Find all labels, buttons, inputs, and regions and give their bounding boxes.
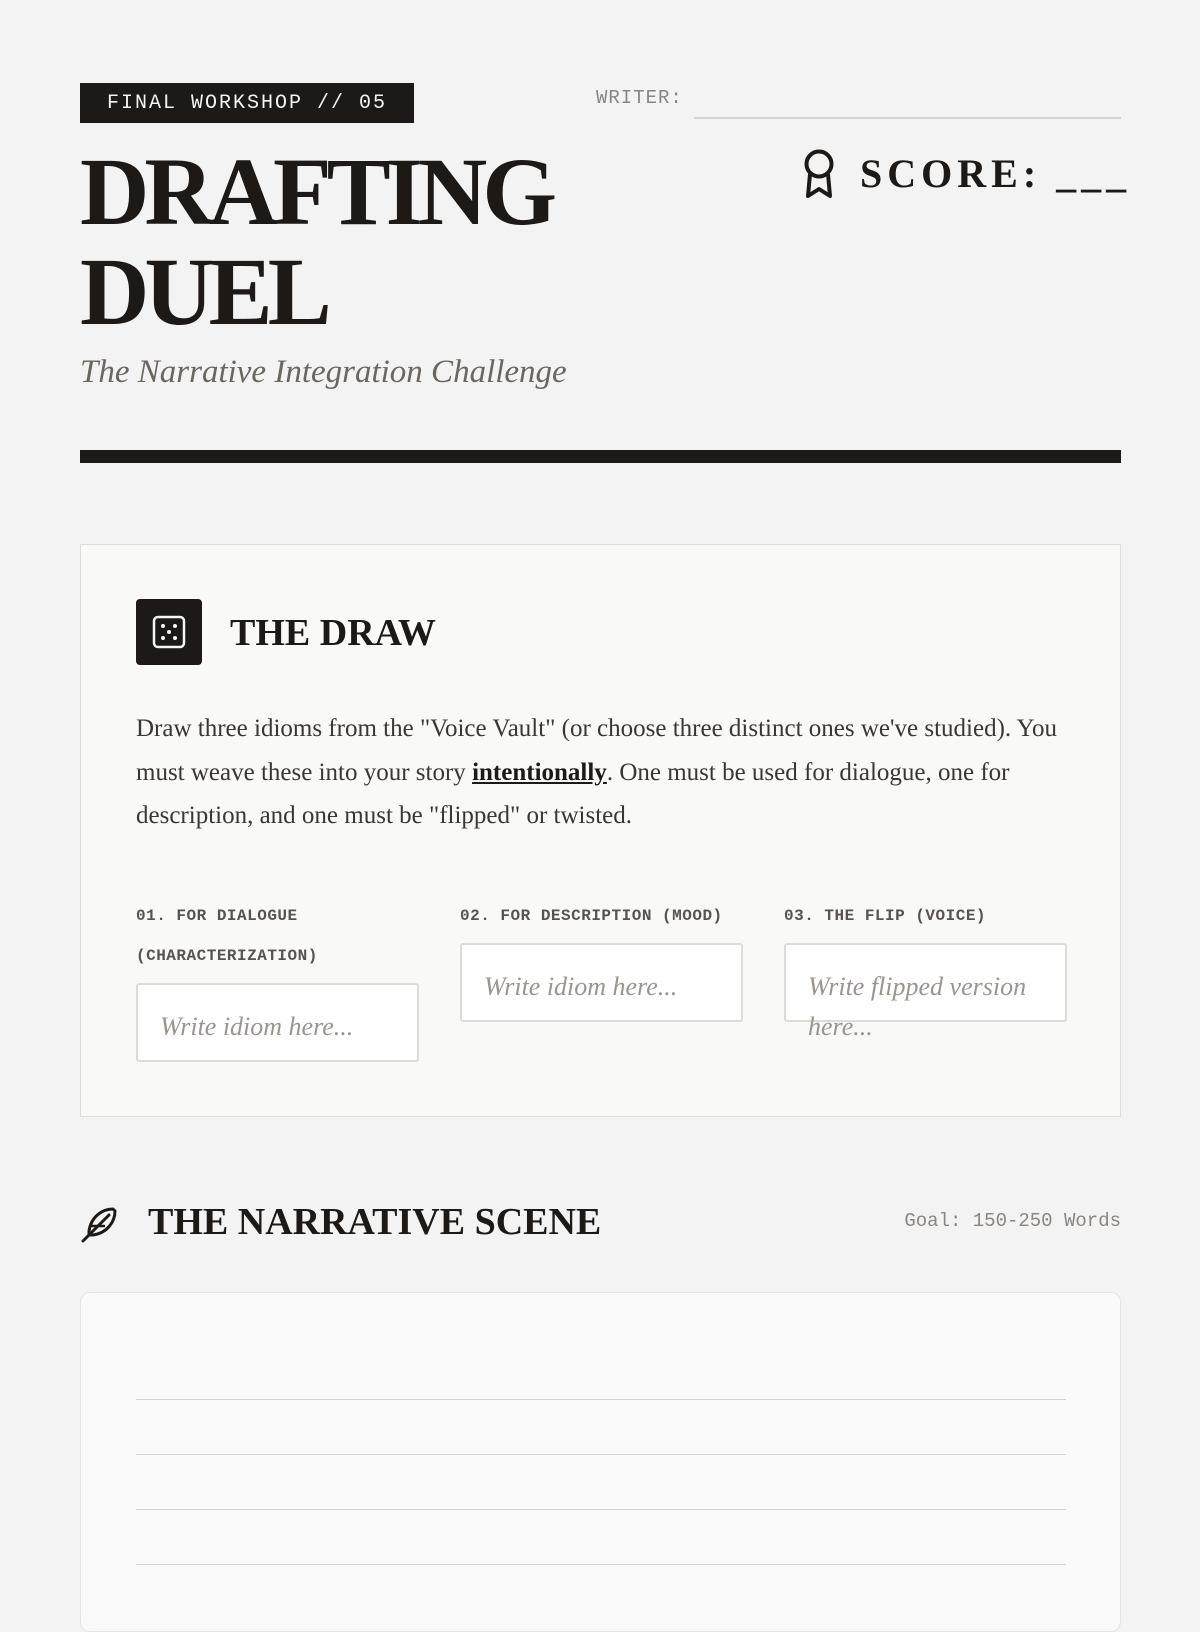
page-title <box>80 138 553 345</box>
title-line-2: DUEL <box>80 238 327 345</box>
workshop-badge: FINAL WORKSHOP // 05 <box>80 83 414 123</box>
word-goal: Goal: 150-250 Words <box>904 1210 1121 1232</box>
header-divider <box>80 450 1121 463</box>
award-ribbon-icon <box>800 148 838 200</box>
idiom-slot-flip <box>784 896 1067 1041</box>
the-draw-card <box>80 544 1121 1117</box>
ruled-line <box>136 1564 1066 1565</box>
page-subtitle: The Narrative Integration Challenge <box>80 354 567 390</box>
slot-label: 03. THE FLIP (VOICE) <box>784 907 987 925</box>
intro-emphasis: intentionally <box>472 758 607 786</box>
slot-label: 02. FOR DESCRIPTION (MOOD) <box>460 907 723 925</box>
feather-icon <box>80 1204 120 1244</box>
ruled-line <box>136 1399 1066 1400</box>
writer-name-field[interactable] <box>694 117 1121 119</box>
score-field: SCORE: ___ <box>860 151 1132 196</box>
narrative-section-title: THE NARRATIVE SCENE <box>148 1201 602 1243</box>
idiom-slot-description <box>460 896 743 1022</box>
idiom-input-description[interactable]: Write idiom here... <box>460 943 743 1022</box>
idiom-slot-dialogue <box>136 896 419 1062</box>
ruled-line <box>136 1454 1066 1455</box>
slot-label: 01. FOR DIALOGUE (CHARACTERIZATION) <box>136 907 318 965</box>
dice-icon <box>136 599 202 665</box>
writer-label: WRITER: <box>596 87 683 109</box>
intro-text-start: Draw three idioms from the "Voice Vault" (or choose three distinct ones we've studied). You must weave these into your story <box>136 715 1058 786</box>
draw-section-title: THE DRAW <box>230 612 436 654</box>
title-line-1: DRAFTING <box>80 138 553 245</box>
ruled-line <box>136 1509 1066 1510</box>
draw-instructions <box>136 707 1071 838</box>
idiom-input-dialogue[interactable]: Write idiom here... <box>136 983 419 1062</box>
narrative-writing-area[interactable] <box>80 1292 1121 1632</box>
idiom-input-flip[interactable]: Write flipped version here... <box>784 943 1067 1022</box>
intro-text-end: . One must be used for dialogue, one for description, and one must be "flipped" or twisted. <box>136 758 1010 829</box>
